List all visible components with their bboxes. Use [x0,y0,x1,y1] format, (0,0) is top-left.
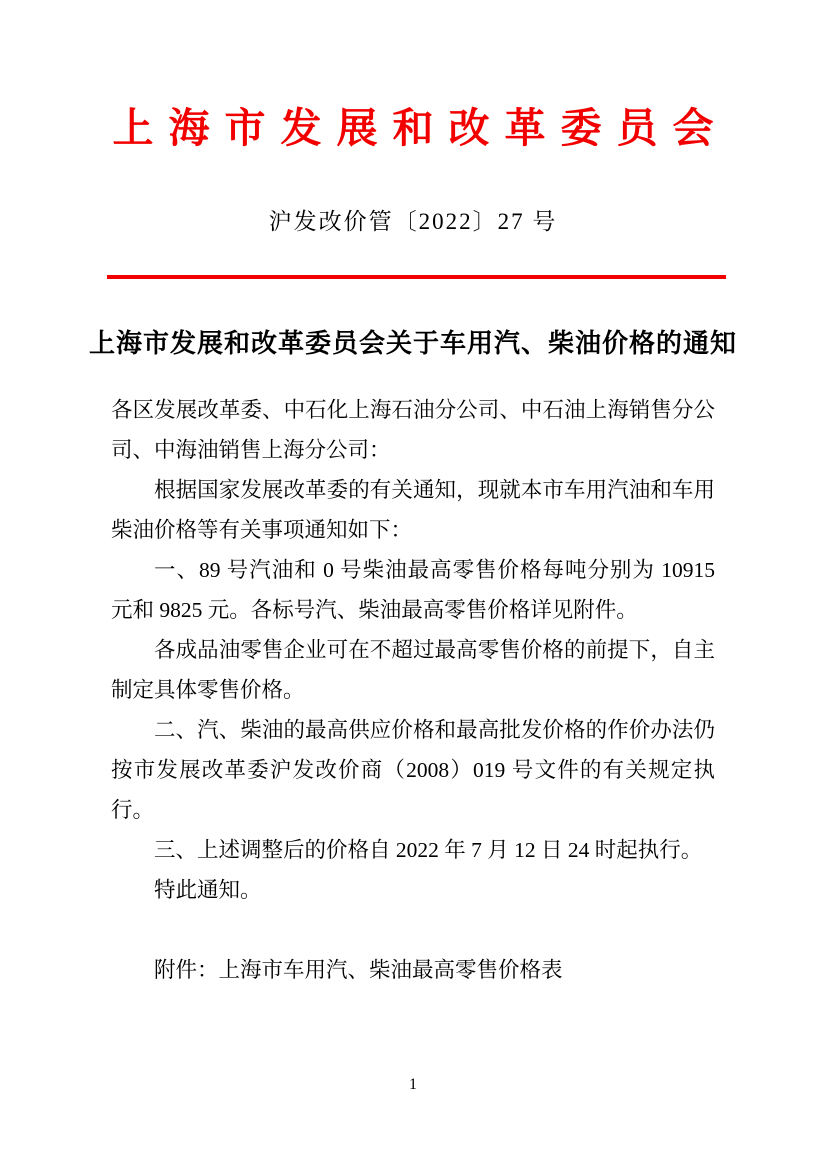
document-number: 沪发改价管〔2022〕27 号 [268,209,558,234]
letterhead-divider-rule [107,275,726,279]
notice-paragraph-item-3: 三、上述调整后的价格自 2022 年 7 月 12 日 24 时起执行。 [154,838,703,862]
notice-paragraph-item-1-sub: 各成品油零售企业可在不超过最高零售价格的前提下，自主制定具体零售价格。 [111,638,715,702]
page-number: 1 [409,1076,417,1093]
letterhead-issuer: 上海市发展和改革委员会 [112,105,729,151]
notice-paragraph-item-2: 二、汽、柴油的最高供应价格和最高批发价格的作价办法仍按市发展改革委沪发改价商（2008）019 号文件的有关规定执行。 [111,718,715,822]
notice-paragraph-intro: 根据国家发展改革委的有关通知，现就本市车用汽油和车用柴油价格等有关事项通知如下： [111,478,715,542]
notice-title: 上海市发展和改革委员会关于车用汽、柴油价格的通知 [88,328,737,358]
notice-paragraph-addressees: 各区发展改革委、中石化上海石油分公司、中石油上海销售分公司、中海油销售上海分公司： [111,398,715,462]
notice-paragraph-attachment: 附件：上海市车用汽、柴油最高零售价格表 [154,958,563,982]
notice-paragraph-item-1: 一、89 号汽油和 0 号柴油最高零售价格每吨分别为 10915 元和 9825 元。各标号汽、柴油最高零售价格详见附件。 [111,558,715,622]
notice-body [111,390,715,990]
notice-paragraph-closing: 特此通知。 [154,878,262,902]
